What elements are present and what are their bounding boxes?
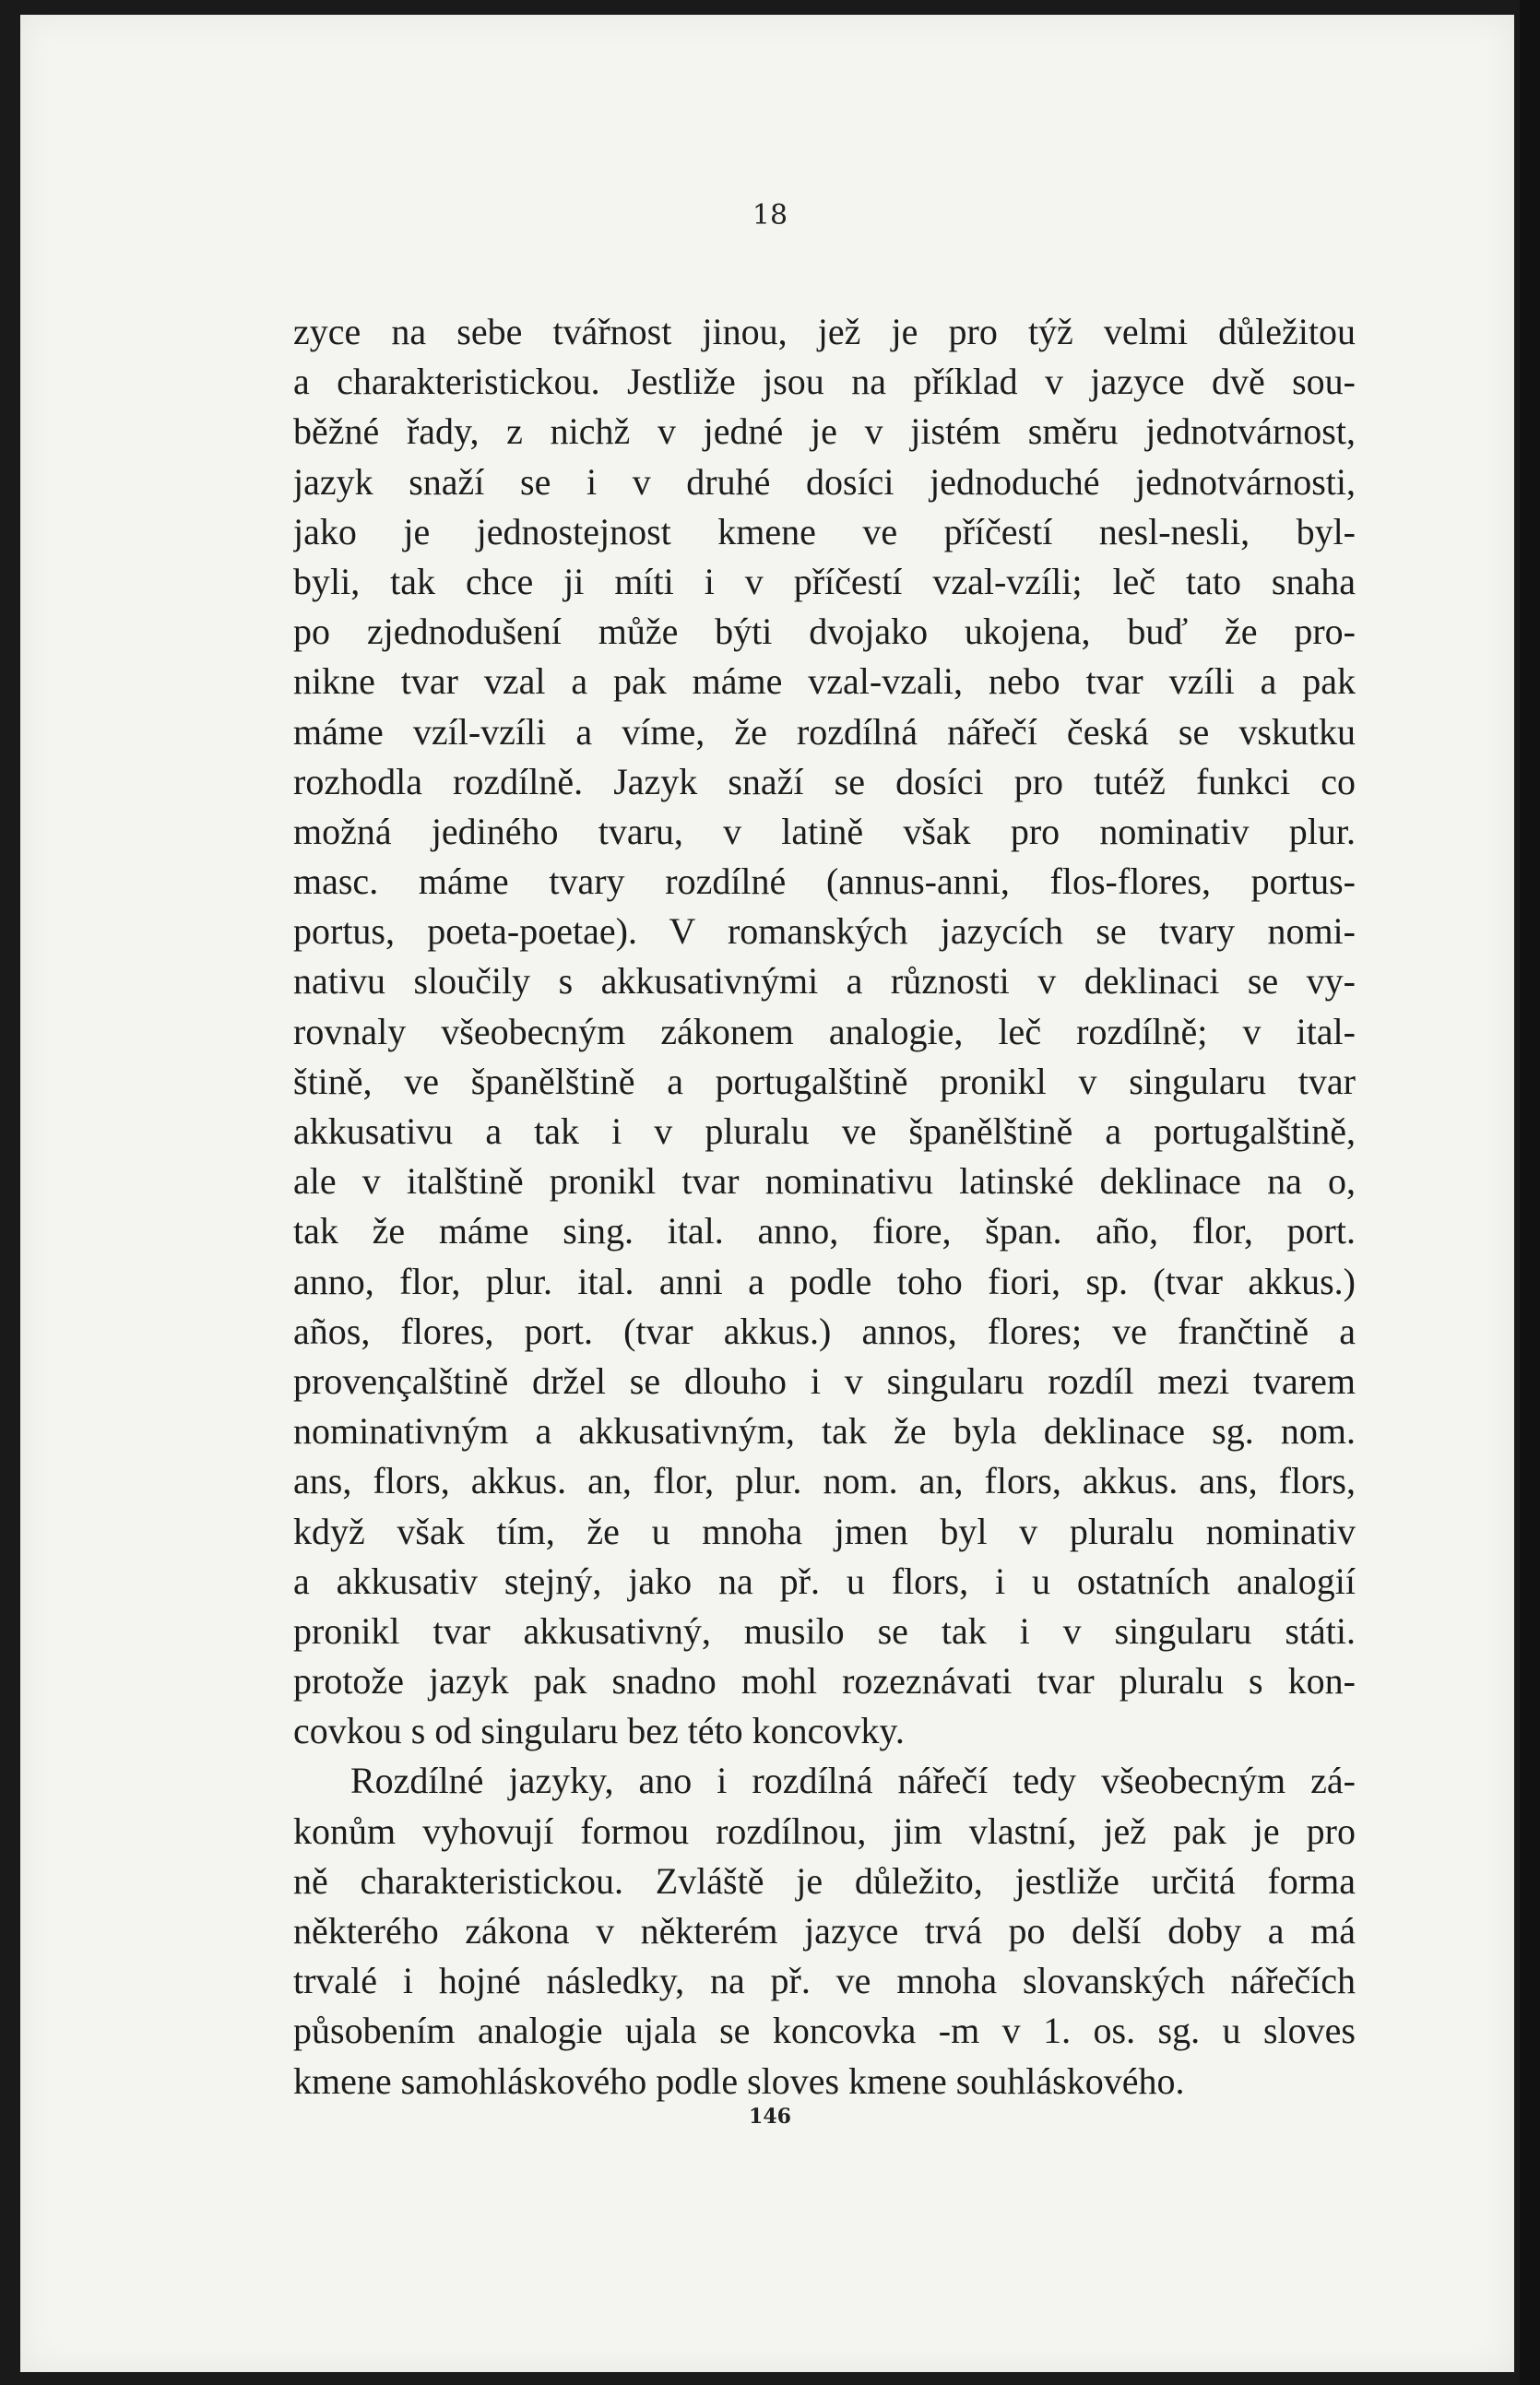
text-line: byli, tak chce ji míti i v příčestí vzal-vzíli; leč tato snaha [293,560,1356,602]
text-line: portus, poeta-poetae). V romanských jazycích se tvary nomi- [293,910,1356,953]
text-line: když však tím, že u mnoha jmen byl v pluralu nominativ [293,1510,1356,1552]
text-line: nominativným a akkusativným, tak že byla deklinace sg. nom. [293,1410,1356,1453]
sheet-number: 146 [749,2105,791,2129]
text-line: běžné řady, z nichž v jedné je v jistém směru jednotvárnost, [293,410,1356,453]
text-line: štině, ve španělštině a portugalštině pronikl v singularu tvar [293,1060,1356,1102]
paragraph-2 [293,1756,1356,2106]
text-line: covkou s od singularu bez této koncovky. [293,1710,905,1752]
text-line: akkusativu a tak i v pluralu ve španělštině a portugalštině, [293,1110,1356,1152]
text-line: některého zákona v některém jazyce trvá po delší doby a má [293,1910,1356,1952]
scan-edge [1520,0,1540,2385]
paragraph-1 [293,307,1356,1756]
text-line: pronikl tvar akkusativný, musilo se tak i v singularu státi. [293,1609,1356,1652]
text-line: nikne tvar vzal a pak máme vzal-vzali, nebo tvar vzíli a pak [293,660,1356,703]
text-line: anno, flor, plur. ital. anni a podle toho fiori, sp. (tvar akkus.) [293,1260,1356,1302]
text-line: Rozdílné jazyky, ano i rozdílná nářečí tedy všeobecným zá- [350,1760,1356,1802]
text-line: nativu sloučily s akkusativnými a různosti v deklinaci se vy- [293,960,1356,1003]
text-line: rovnaly všeobecným zákonem analogie, leč rozdílně; v ital- [293,1010,1356,1052]
text-line: působením analogie ujala se koncovka -m v 1. os. sg. u sloves [293,2010,1356,2052]
page-number: 18 [752,199,788,231]
text-line: provençalštině držel se dlouho i v singularu rozdíl mezi tvarem [293,1359,1356,1402]
text-line: konům vyhovují formou rozdílnou, jim vlastní, jež pak je pro [293,1810,1356,1852]
text-line: zyce na sebe tvářnost jinou, jež je pro týž velmi důležitou [293,311,1356,352]
text-line: po zjednodušení může býti dvojako ukojena, buď že pro- [293,611,1356,653]
text-line: jazyk snaží se i v druhé dosíci jednoduché jednotvárnosti, [293,460,1356,503]
text-line: a akkusativ stejný, jako na př. u flors, i u ostatních analogií [293,1560,1356,1602]
text-line: ans, flors, akkus. an, flor, plur. nom. an, flors, akkus. ans, flors, [293,1460,1356,1502]
text-line: trvalé i hojné následky, na př. ve mnoha slovanských nářečích [293,1960,1356,2002]
text-line: kmene samohláskového podle sloves kmene souhláskového. [293,2059,1185,2102]
text-line: a charakteristickou. Jestliže jsou na příklad v jazyce dvě sou- [293,361,1356,403]
text-line: ale v italštině pronikl tvar nominativu latinské deklinace na o, [293,1160,1356,1203]
text-line: ně charakteristickou. Zvláště je důležito, jestliže určitá forma [293,1859,1356,1902]
body-text [293,307,1356,2106]
text-line: masc. máme tvary rozdílné (annus-anni, flos-flores, portus- [293,860,1356,903]
text-line: años, flores, port. (tvar akkus.) annos, flores; ve frančtině a [293,1310,1356,1352]
text-line: protože jazyk pak snadno mohl rozeznávati tvar pluralu s kon- [293,1660,1356,1703]
text-line: máme vzíl-vzíli a víme, že rozdílná nářečí česká se vskutku [293,710,1356,753]
text-line: tak že máme sing. ital. anno, fiore, špan. año, flor, port. [293,1210,1356,1252]
text-line: rozhodla rozdílně. Jazyk snaží se dosíci pro tutéž funkci co [293,760,1356,802]
text-line: jako je jednostejnost kmene ve příčestí nesl-nesli, byl- [293,510,1356,552]
text-line: možná jediného tvaru, v latině však pro nominativ plur. [293,810,1356,852]
